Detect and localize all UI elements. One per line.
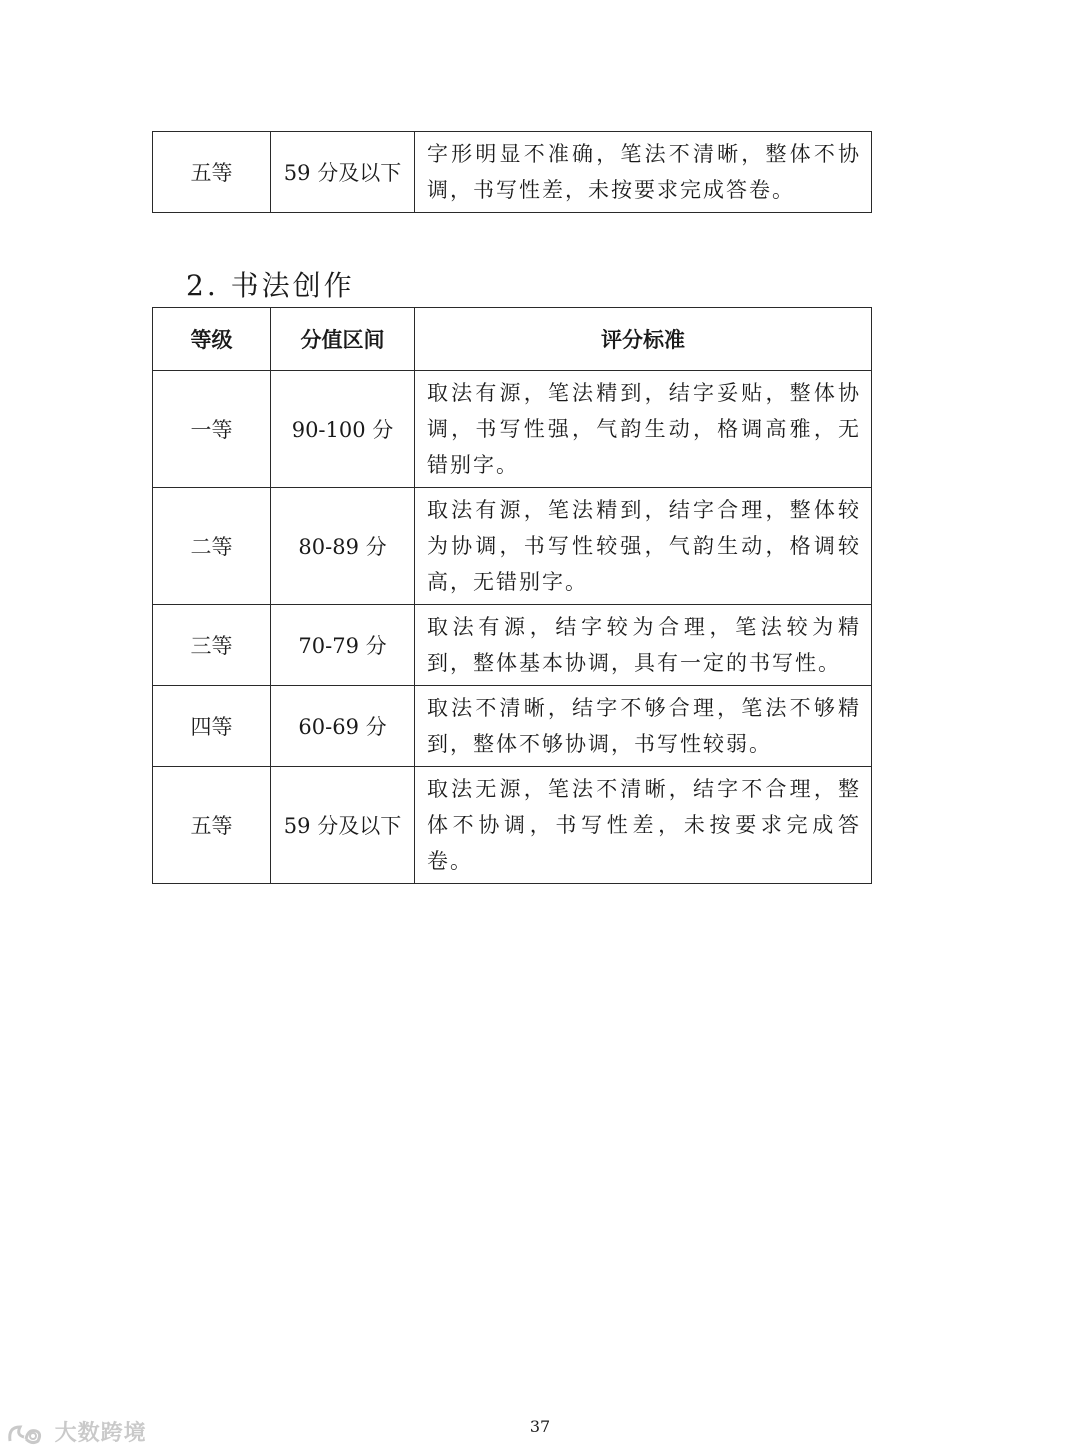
table-row xyxy=(153,488,872,605)
grade-cell: 五等 xyxy=(153,132,271,213)
section-title: 2. 书法创作 xyxy=(186,269,355,302)
page-number: 37 xyxy=(529,1417,551,1436)
watermark xyxy=(6,1416,147,1447)
logo-icon xyxy=(6,1421,46,1447)
range-cell: 70-79 分 xyxy=(271,605,415,686)
watermark-text: 大数跨境 xyxy=(54,1421,147,1446)
range-cell: 80-89 分 xyxy=(271,488,415,605)
grade-cell: 五等 xyxy=(153,767,271,884)
criteria-cell: 取法不清晰，结字不够合理，笔法不够精到，整体不够协调，书写性较弱。 xyxy=(415,686,872,767)
criteria-cell: 取法有源，笔法精到，结字合理，整体较为协调，书写性较强，气韵生动，格调较高，无错别字。 xyxy=(415,488,872,605)
grade-cell: 二等 xyxy=(153,488,271,605)
grading-table-continued xyxy=(152,131,872,213)
criteria-cell: 取法无源，笔法不清晰，结字不合理，整体不协调，书写性差，未按要求完成答卷。 xyxy=(415,767,872,884)
table-header-row xyxy=(153,308,872,371)
table-row xyxy=(153,686,872,767)
criteria-cell: 取法有源，结字较为合理，笔法较为精到，整体基本协调，具有一定的书写性。 xyxy=(415,605,872,686)
range-cell: 90-100 分 xyxy=(271,371,415,488)
criteria-cell: 字形明显不准确，笔法不清晰，整体不协调，书写性差，未按要求完成答卷。 xyxy=(415,132,872,213)
table-row xyxy=(153,767,872,884)
header-range: 分值区间 xyxy=(271,308,415,371)
table-row xyxy=(153,132,872,213)
criteria-cell: 取法有源，笔法精到，结字妥贴，整体协调，书写性强，气韵生动，格调高雅，无错别字。 xyxy=(415,371,872,488)
range-cell: 59 分及以下 xyxy=(271,767,415,884)
header-criteria: 评分标准 xyxy=(415,308,872,371)
range-cell: 59 分及以下 xyxy=(271,132,415,213)
grade-cell: 四等 xyxy=(153,686,271,767)
calligraphy-creation-grading-table xyxy=(152,307,872,884)
header-grade: 等级 xyxy=(153,308,271,371)
range-cell: 60-69 分 xyxy=(271,686,415,767)
grade-cell: 一等 xyxy=(153,371,271,488)
table-row xyxy=(153,371,872,488)
table-row xyxy=(153,605,872,686)
grade-cell: 三等 xyxy=(153,605,271,686)
